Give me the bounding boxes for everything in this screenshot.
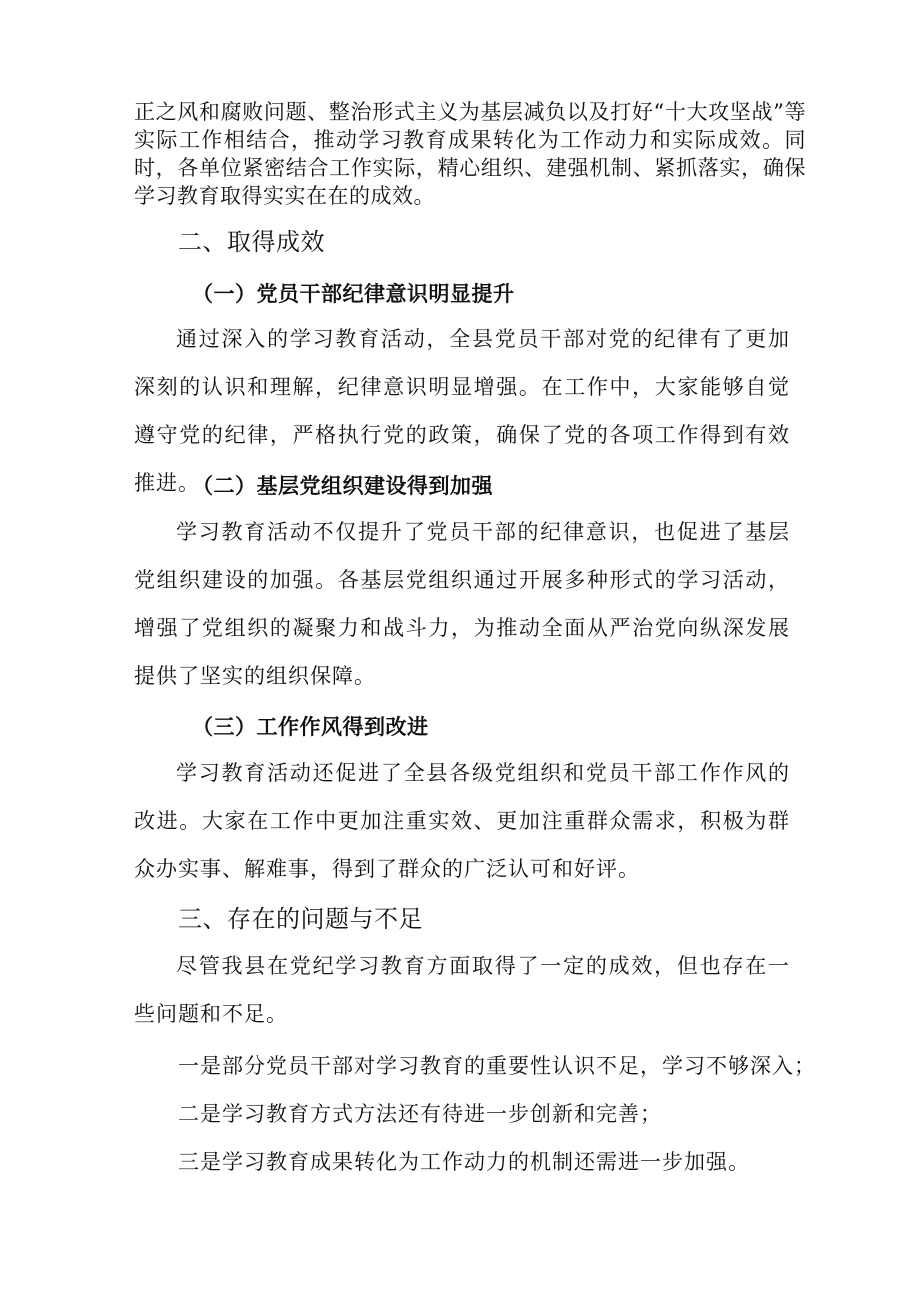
problem-item-2: 二是学习教育方式方法还有待进一步创新和完善； (178, 1102, 662, 1126)
section-heading-problems: 三、存在的问题与不足 (178, 905, 423, 933)
paragraph-grassroots-organization: 学习教育活动不仅提升了党员干部的纪律意识，也促进了基层党组织建设的加强。各基层党组织通过开展多种形式的学习活动，增强了党组织的凝聚力和战斗力，为推动全面从严治党向纵深发展提供了坚实的组织保障。 (134, 520, 790, 688)
subheading-discipline-awareness: （一）党员干部纪律意识明显提升 (192, 281, 515, 306)
paragraph-discipline-awareness: 通过深入的学习教育活动，全县党员干部对党的纪律有了更加深刻的认识和理解，纪律意识明显增强。在工作中，大家能够自觉遵守党的纪律，严格执行党的政策，确保了党的各项工作得到有效推进。 (134, 327, 790, 495)
paragraph-work-style: 学习教育活动还促进了全县各级党组织和党员干部工作作风的改进。大家在工作中更加注重实效、更加注重群众需求，积极为群众办实事、解难事，得到了群众的广泛认可和好评。 (134, 761, 790, 881)
paragraph-problems-intro: 尽管我县在党纪学习教育方面取得了一定的成效，但也存在一些问题和不足。 (134, 954, 790, 1026)
intro-paragraph: 正之风和腐败问题、整治形式主义为基层减负以及打好“十大攻坚战”等实际工作相结合，推动学习教育成果转化为工作动力和实际成效。同时，各单位紧密结合工作实际，精心组织、建强机制、紧抓落实，确保学习教育取得实实在在的成效。 (134, 100, 806, 208)
subheading-work-style: （三）工作作风得到改进 (192, 714, 429, 739)
subheading-grassroots-organization: （二）基层党组织建设得到加强 (192, 473, 493, 498)
section-heading-achievements: 二、取得成效 (178, 228, 325, 256)
problem-item-1: 一是部分党员干部对学习教育的重要性认识不足，学习不够深入； (178, 1054, 816, 1078)
problem-item-3: 三是学习教育成果转化为工作动力的机制还需进一步加强。 (178, 1150, 750, 1174)
